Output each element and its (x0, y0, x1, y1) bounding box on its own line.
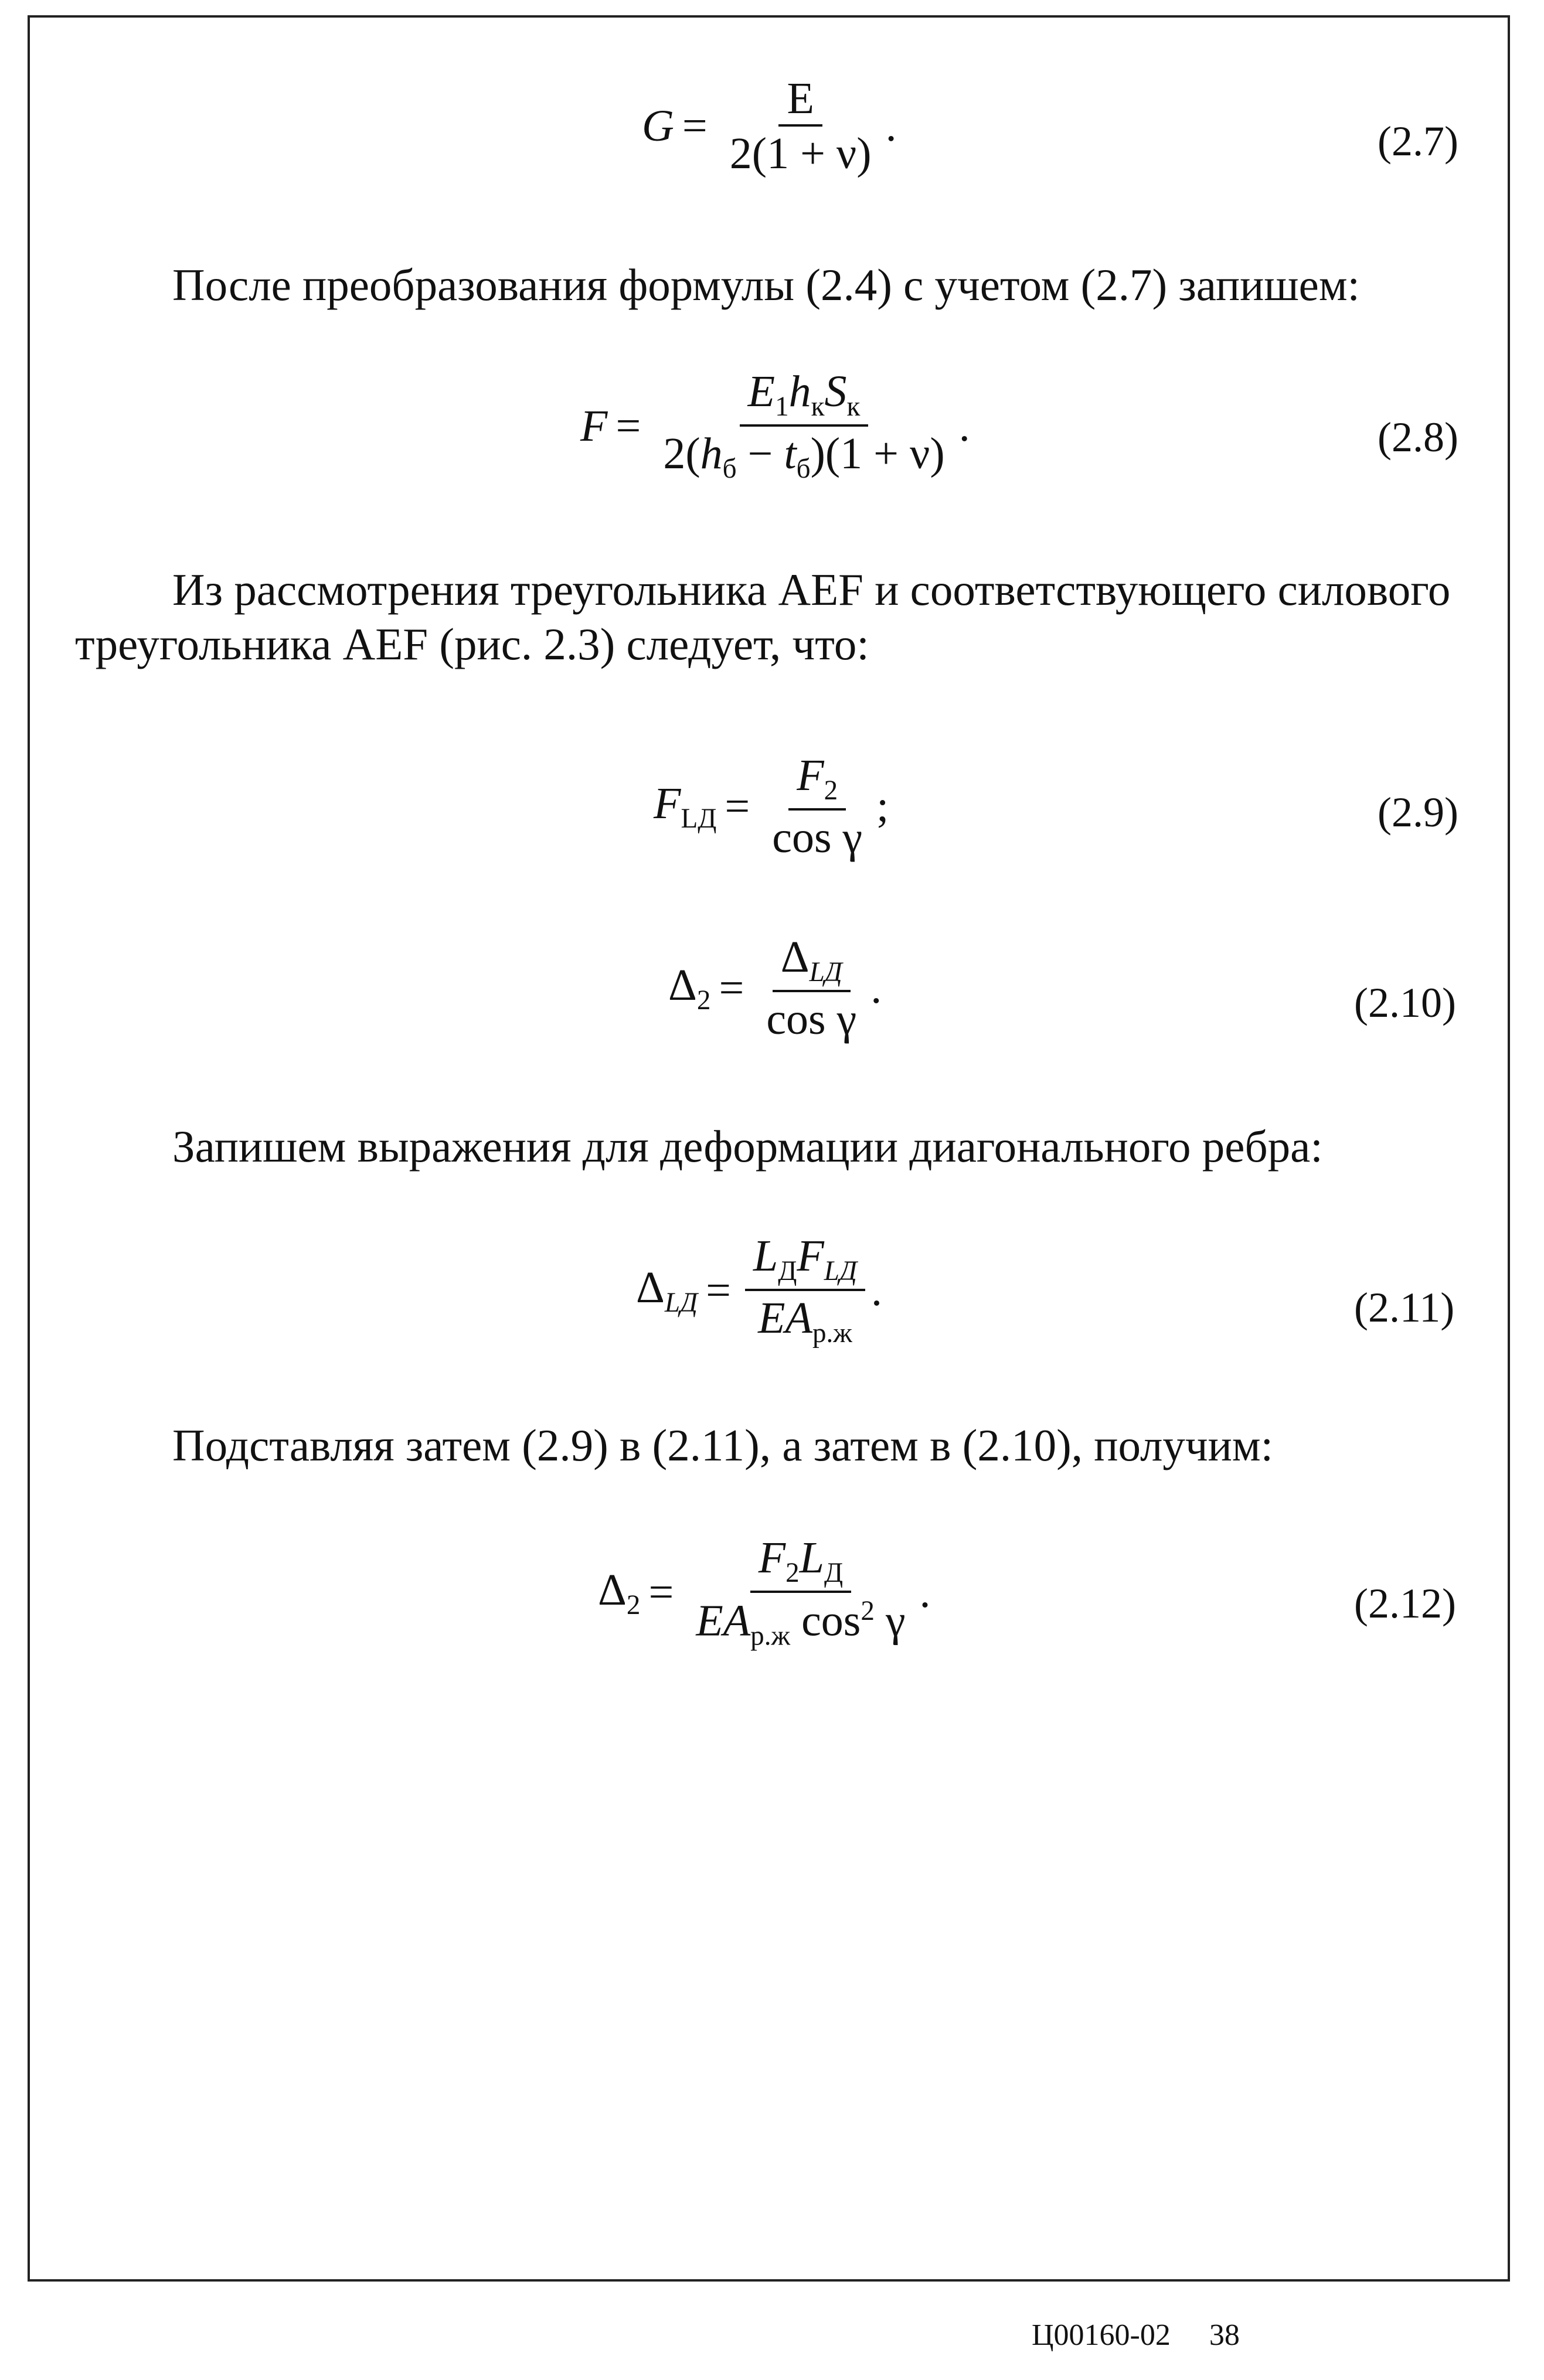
equation-number: (2.7) (1378, 118, 1458, 165)
formula-2-8: F = $\frac{E_1h_кS_к}{2(h_б - t_б)(1 + \nu)}$ . (580, 367, 970, 485)
document-code: Ц00160-02 (1032, 2318, 1171, 2352)
equation-number: (2.12) (1354, 1580, 1456, 1627)
paragraph: После преобразования формулы (2.4) с учетом (2.7) запишем: (172, 260, 1360, 310)
formula-2-9: $F_{LД}$ = $\frac{F_2}{\text{cos γ}}$ ; (654, 751, 889, 863)
formula-2-7: G = $\frac{E}{2(1 + \nu)}$ . (642, 74, 897, 178)
equation-number: (2.11) (1354, 1284, 1455, 1331)
equation-number: (2.8) (1378, 414, 1458, 461)
equation-number: (2.9) (1378, 789, 1458, 836)
paragraph: треугольника AEF (рис. 2.3) следует, что: (75, 619, 869, 669)
paragraph: Запишем выражения для деформации диагонального ребра: (172, 1121, 1323, 1172)
page-footer (1032, 2318, 1240, 2352)
equation-number: (2.10) (1354, 979, 1456, 1026)
paragraph: Из рассмотрения треугольника AEF и соответствующего силового (172, 564, 1451, 615)
formula-2-11: $\Delta_{LД}$ = $\frac{L_ДF_{LД}}{EA_{р.ж}}$ . (636, 1231, 882, 1349)
page-number: 38 (1209, 2318, 1240, 2352)
formula-2-12: $\Delta_2$ = $\frac{F_2L_Д}{EA_{р.ж} \cos^2 \gamma}$ . (598, 1533, 931, 1652)
formula-2-10: $\Delta_2$ = $\frac{\Delta_{LД}}{\text{cos γ}}$ . (668, 932, 882, 1044)
paragraph: Подставляя затем (2.9) в (2.11), а затем в (2.10), получим: (172, 1420, 1273, 1470)
